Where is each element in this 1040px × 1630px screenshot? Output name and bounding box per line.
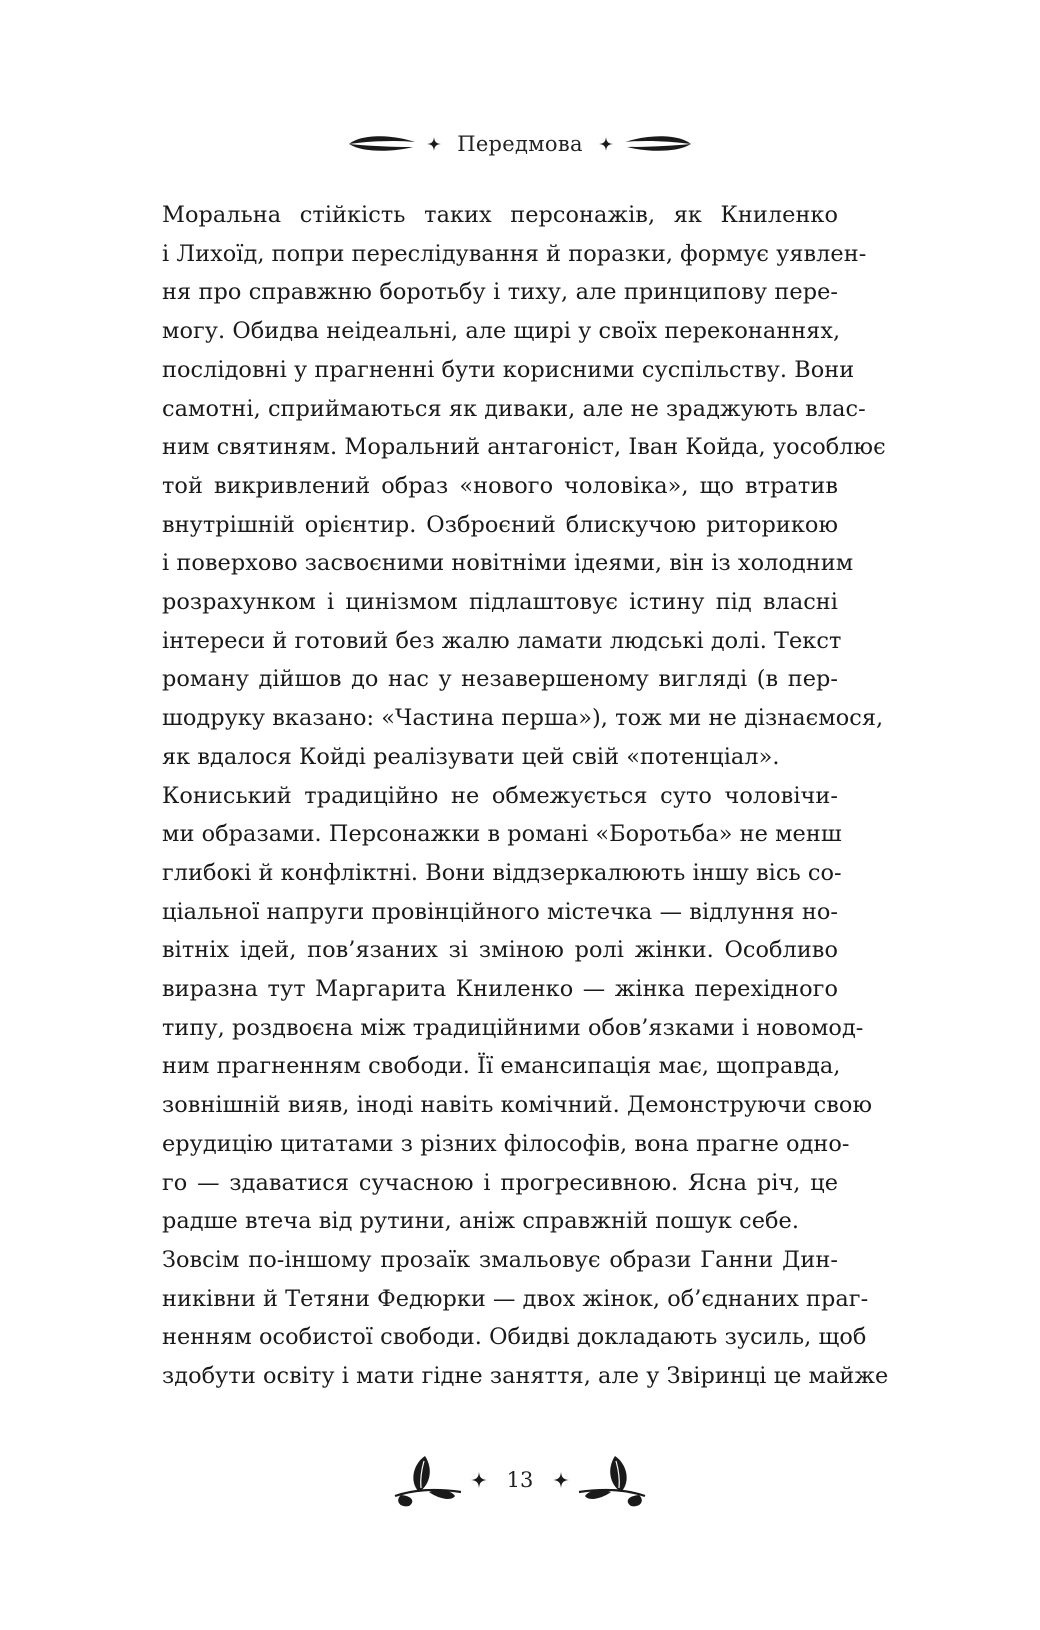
text-line: здобути освіту і мати гідне заняття, але у Звіринці це майже bbox=[162, 1363, 889, 1390]
text-line: розрахунком і цинізмом підлаштовує істину під власні bbox=[162, 589, 838, 616]
vine-ornament-right-icon bbox=[575, 1452, 647, 1508]
paragraph bbox=[124, 196, 886, 777]
text-line: Моральна стійкість таких персонажів, як Книленко bbox=[162, 202, 838, 228]
text-line: Кониський традиційно не обмежується суто чоловічи- bbox=[162, 782, 838, 809]
sparkle-icon bbox=[553, 1472, 569, 1488]
text-line: шодруку вказано: «Частина перша»), тож ми не дізнаємося, bbox=[162, 705, 884, 732]
text-line: типу, роздвоєна між традиційними обов’язками і новомод- bbox=[162, 1014, 864, 1041]
sparkle-icon bbox=[427, 137, 441, 151]
text-line: як вдалося Койді реалізувати цей свій «потенціал». bbox=[162, 743, 780, 770]
text-line: го — здаватися сучасною і прогресивною. Ясна річ, це bbox=[162, 1169, 838, 1196]
sparkle-icon bbox=[599, 137, 613, 151]
paragraph bbox=[124, 777, 873, 1241]
text-line: зовнішній вияв, іноді навіть комічний. Демонструючи свою bbox=[162, 1092, 873, 1119]
text-line: глибокі й конфліктні. Вони віддзеркалюють іншу вісь со- bbox=[162, 859, 842, 886]
leaf-ornament-left-icon bbox=[347, 133, 417, 155]
text-line: ним прагненням свободи. Її емансипація має, щоправда, bbox=[162, 1053, 841, 1080]
running-header bbox=[0, 122, 1040, 166]
page-number: 13 bbox=[506, 1468, 534, 1492]
text-line: той викривлений образ «нового чоловіка», що втратив bbox=[162, 472, 838, 499]
text-line: ми образами. Персонажки в романі «Боротьба» не менш bbox=[162, 821, 842, 848]
page-footer bbox=[0, 1450, 1040, 1510]
vine-ornament-left-icon bbox=[393, 1452, 465, 1508]
text-line: вітніх ідей, пов’язаних зі зміною ролі жінки. Особливо bbox=[162, 937, 838, 964]
text-line: виразна тут Маргарита Книленко — жінка перехідного bbox=[162, 976, 838, 1003]
text-line: ерудицію цитатами з різних філософів, вона прагне одно- bbox=[162, 1130, 850, 1157]
text-line: ним святиням. Моральний антагоніст, Іван Койда, уособлює bbox=[162, 434, 886, 461]
running-header-title: Передмова bbox=[457, 132, 583, 156]
text-line: ціальної напруги провінційного містечка — відлуння но- bbox=[162, 898, 838, 925]
text-line: радше втеча від рутини, аніж справжній пошук себе. bbox=[162, 1208, 800, 1235]
text-line: роману дійшов до нас у незавершеному вигляді (в пер- bbox=[162, 666, 838, 693]
text-line: ненням особистої свободи. Обидві докладають зусиль, щоб bbox=[162, 1324, 867, 1351]
sparkle-icon bbox=[471, 1472, 487, 1488]
leaf-ornament-right-icon bbox=[623, 133, 693, 155]
text-line: внутрішній орієнтир. Озброєний блискучою риторикою bbox=[162, 511, 838, 538]
text-line: послідовні у прагненні бути корисними суспільству. Вони bbox=[162, 356, 855, 383]
text-line: Зовсім по-іншому прозаїк змальовує образи Ганни Дин- bbox=[162, 1246, 838, 1273]
text-line: інтереси й готовий без жалю ламати людські долі. Текст bbox=[162, 627, 842, 654]
text-line: і Лихоїд, попри переслідування й поразки, формує уявлен- bbox=[162, 240, 867, 267]
body-text bbox=[124, 196, 889, 1396]
text-line: никівни й Тетяни Федюрки — двох жінок, об’єднаних праг- bbox=[162, 1285, 869, 1312]
text-line: самотні, сприймаються як диваки, але не зраджують влас- bbox=[162, 395, 866, 422]
paragraph bbox=[124, 1241, 889, 1396]
text-line: ня про справжню боротьбу і тиху, але принципову пере- bbox=[162, 279, 838, 306]
text-line: і поверхово засвоєними новітніми ідеями, він із холодним bbox=[162, 550, 854, 577]
text-line: могу. Обидва неідеальні, але щирі у своїх переконаннях, bbox=[162, 318, 841, 345]
